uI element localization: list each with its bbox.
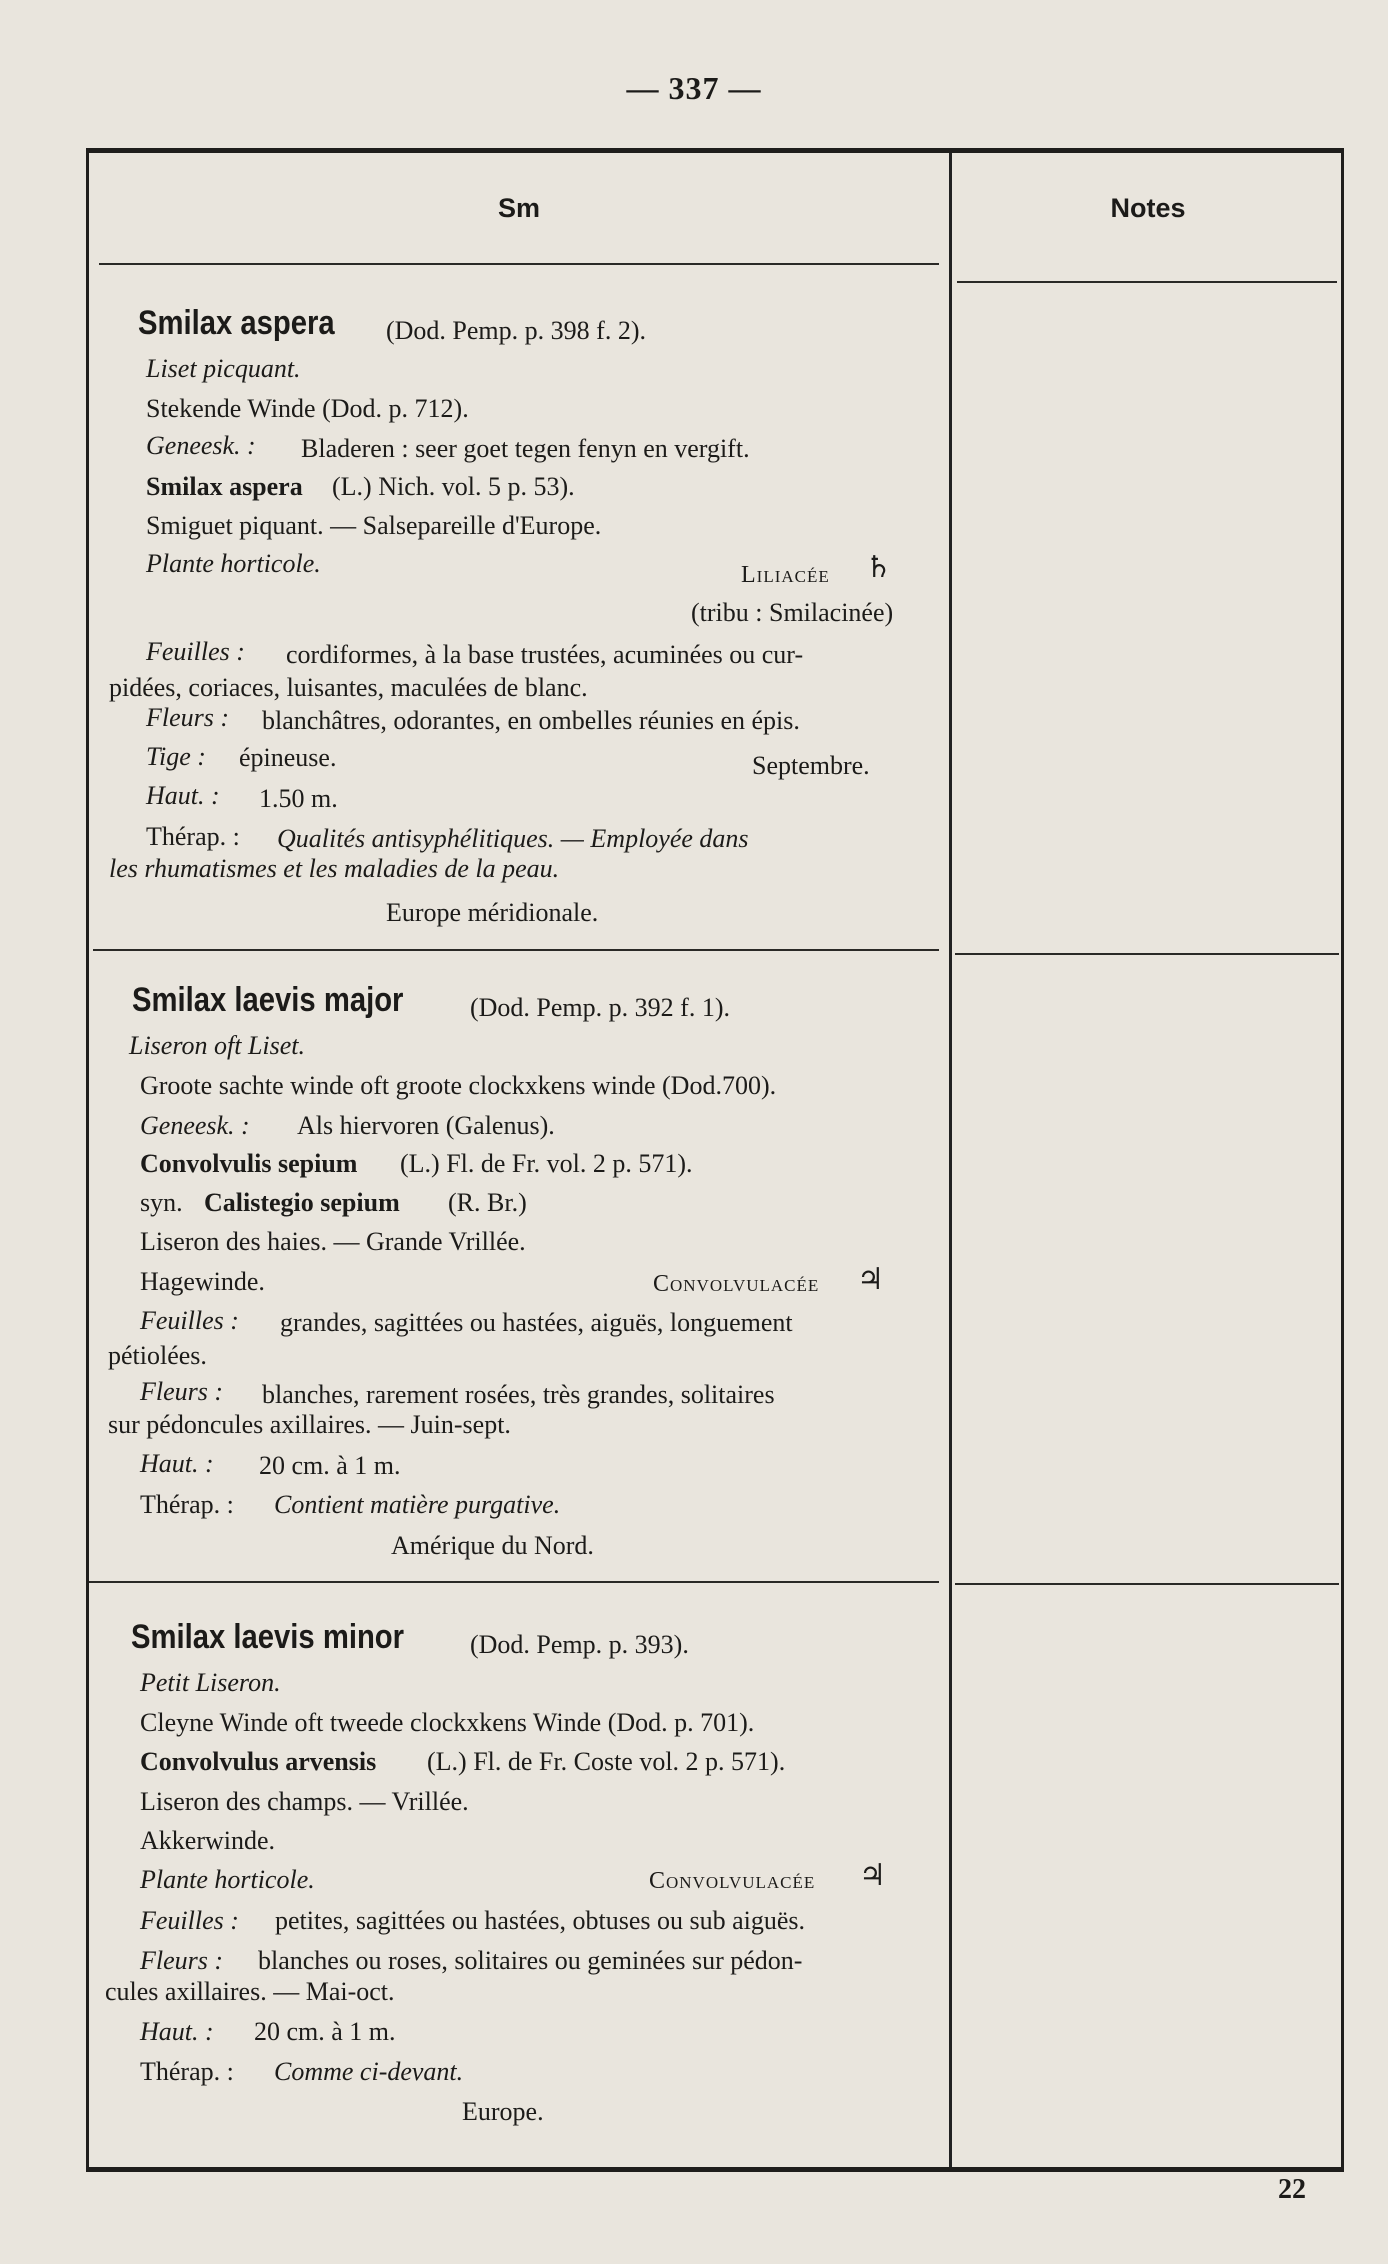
entry-line: cordiformes, à la base trustées, acuminées ou cur- [286, 640, 804, 669]
entry-line: Haut. : [140, 1449, 214, 1478]
family-label: Convolvulacée [653, 1271, 820, 1297]
header-rule-left [99, 263, 939, 265]
entry-line: les rhumatismes et les maladies de la peau. [109, 854, 560, 883]
entry-line: Convolvulis sepium [140, 1149, 358, 1178]
column-header-sm: Sm [497, 192, 541, 223]
entry-line: Cleyne Winde oft tweede clockxkens Winde (Dod. p. 701). [140, 1708, 755, 1737]
entry-line: Fleurs : [140, 1946, 224, 1975]
entry-line: Liset picquant. [146, 354, 301, 383]
entry-line: Als hiervoren (Galenus). [297, 1111, 555, 1140]
entry-line: cules axillaires. — Mai-oct. [105, 1977, 395, 2006]
life-form-symbol: ♃ [857, 1263, 884, 1296]
entry-line: Thérap. : [146, 822, 240, 851]
entry-line: syn. [140, 1188, 183, 1217]
entry-line: (L.) Nich. vol. 5 p. 53). [332, 472, 575, 501]
entry-line: Fleurs : [140, 1377, 224, 1406]
entry-line: Liseron oft Liset. [129, 1031, 306, 1060]
entry-reference: (Dod. Pemp. p. 393). [470, 1630, 689, 1659]
entry-line: Haut. : [146, 781, 220, 810]
life-form-symbol: ♃ [859, 1859, 886, 1892]
entry-line: Smiguet piquant. — Salsepareille d'Europe. [146, 511, 602, 540]
column-divider [949, 153, 952, 2167]
entry-line: Liseron des champs. — Vrillée. [140, 1787, 469, 1816]
header-rule-right [957, 281, 1337, 283]
entry-line: (L.) Fl. de Fr. Coste vol. 2 p. 571). [427, 1747, 786, 1776]
entry-line: (L.) Fl. de Fr. vol. 2 p. 571). [400, 1149, 693, 1178]
entry-line: Groote sachte winde oft groote clockxkens winde (Dod.700). [140, 1071, 777, 1100]
entry-separator-left [89, 1581, 939, 1583]
family-label: Liliacée [741, 562, 830, 588]
entry-line: grandes, sagittées ou hastées, aiguës, longuement [280, 1308, 793, 1337]
entry-line: Feuilles : [140, 1306, 239, 1335]
signature-number: 22 [1278, 2174, 1306, 2205]
entry-line: 20 cm. à 1 m. [259, 1451, 401, 1480]
entry-line: Thérap. : [140, 2057, 234, 2086]
entry-line: Tige : [146, 742, 206, 771]
entry-line: Feuilles : [140, 1906, 239, 1935]
page-number: — 337 — [626, 70, 762, 106]
entry-line: Amérique du Nord. [391, 1531, 594, 1560]
herbal-table [86, 148, 1344, 2172]
entry-reference: (Dod. Pemp. p. 398 f. 2). [386, 316, 646, 345]
entry-line: Europe méridionale. [386, 898, 599, 927]
entry-line: 20 cm. à 1 m. [254, 2017, 396, 2046]
entry-line: pétiolées. [108, 1341, 207, 1370]
entry-line: Haut. : [140, 2017, 214, 2046]
entry-line: Convolvulus arvensis [140, 1747, 377, 1776]
life-form-symbol: ♄ [865, 551, 892, 584]
entry-line: Bladeren : seer goet tegen fenyn en vergift. [301, 434, 750, 463]
entry-line: (R. Br.) [448, 1188, 527, 1217]
entry-name: Smilax laevis minor [131, 1618, 405, 1656]
entry-separator-right [955, 1583, 1339, 1585]
entry-line: Fleurs : [146, 703, 230, 732]
entry-line: blanches, rarement rosées, très grandes, solitaires [262, 1380, 775, 1409]
entry-separator-left [93, 949, 939, 951]
entry-line: épineuse. [239, 743, 337, 772]
entry-name: Smilax laevis major [132, 981, 404, 1019]
entry-line: Stekende Winde (Dod. p. 712). [146, 394, 469, 423]
entry-line: sur pédoncules axillaires. — Juin-sept. [108, 1410, 511, 1439]
family-label: Convolvulacée [649, 1868, 816, 1894]
entry-line: Geneesk. : [146, 431, 256, 460]
entry-separator-right [955, 953, 1339, 955]
entry-line: Contient matière purgative. [274, 1490, 561, 1519]
entry-line: Feuilles : [146, 637, 245, 666]
entry-line: Plante horticole. [146, 549, 321, 578]
column-header-notes: Notes [1110, 192, 1186, 223]
entry-line: Liseron des haies. — Grande Vrillée. [140, 1227, 526, 1256]
entry-line: Smilax aspera [146, 472, 303, 501]
entry-line: Plante horticole. [140, 1865, 315, 1894]
entry-line: Hagewinde. [140, 1267, 265, 1296]
entry-line: pidées, coriaces, luisantes, maculées de blanc. [109, 673, 588, 702]
entry-name: Smilax aspera [138, 304, 335, 342]
entry-line: Akkerwinde. [140, 1826, 276, 1855]
entry-line: Europe. [462, 2097, 544, 2126]
entry-line: Comme ci-devant. [274, 2057, 464, 2086]
entry-line: petites, sagittées ou hastées, obtuses ou sub aiguës. [275, 1906, 806, 1935]
entry-line: Calistegio sepium [204, 1188, 400, 1217]
entry-line: (tribu : Smilacinée) [691, 598, 894, 627]
entry-reference: (Dod. Pemp. p. 392 f. 1). [470, 993, 730, 1022]
entry-line: Geneesk. : [140, 1111, 250, 1140]
entry-line: Thérap. : [140, 1490, 234, 1519]
entry-line: blanches ou roses, solitaires ou geminées sur pédon- [258, 1946, 803, 1975]
entry-line: Septembre. [752, 751, 870, 780]
entry-line: blanchâtres, odorantes, en ombelles réunies en épis. [262, 706, 800, 735]
entry-line: Petit Liseron. [140, 1668, 281, 1697]
entry-line: 1.50 m. [259, 784, 338, 813]
entry-line: Qualités antisyphélitiques. — Employée dans [277, 824, 749, 853]
